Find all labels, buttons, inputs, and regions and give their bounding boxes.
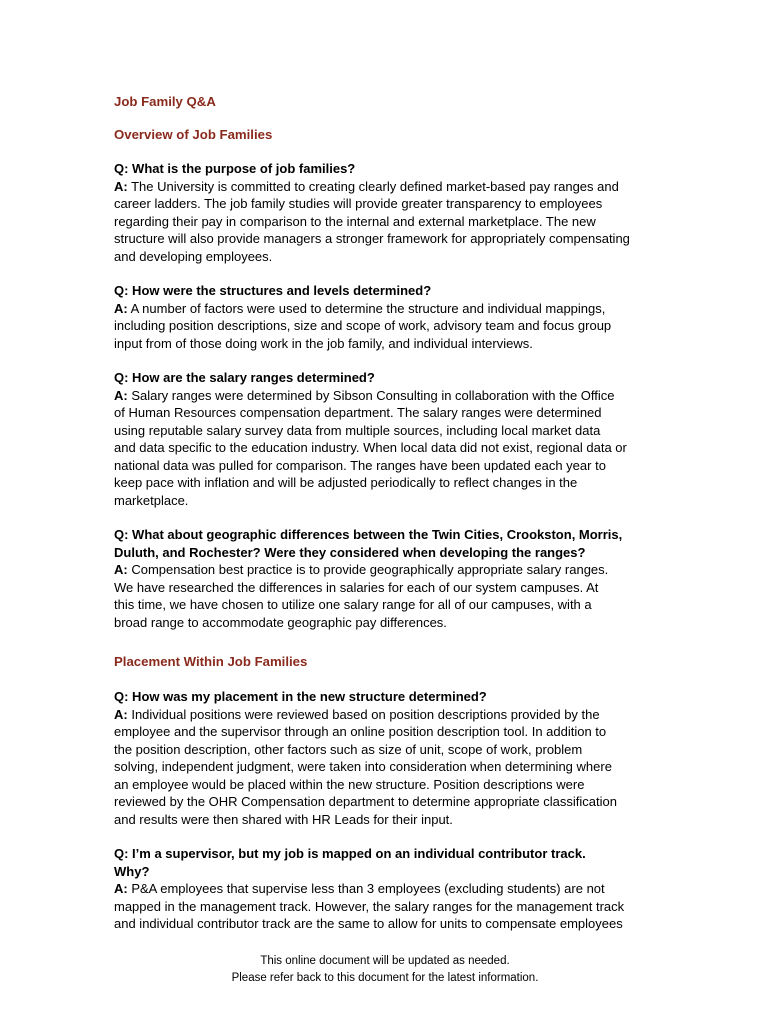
answer-label: A:: [114, 387, 128, 403]
answer: A: Compensation best practice is to provide geographically appropriate salary ranges. We have researched the differences in salaries for each of our system campuses. At this time, we have chosen to utilize one salary range for all of our campuses, with a broad range to accommodate geographic pay differences.: [114, 562, 609, 630]
answer: A: A number of factors were used to determine the structure and individual mappings, including position descriptions, size and scope of work, advisory team and focus group input from of those doing work in the job family, and individual interviews.: [114, 300, 612, 351]
section-heading: Placement Within Job Families: [114, 654, 308, 669]
question: Q: What is the purpose of job families?: [114, 161, 356, 176]
footer-line-1: This online document will be updated as needed.: [260, 955, 510, 967]
answer-label: A:: [114, 706, 128, 722]
section-heading: Overview of Job Families: [114, 127, 273, 142]
qa-item-placement: [114, 688, 674, 828]
qa-item-supervisor: [114, 845, 674, 933]
qa-item-salary-ranges: [114, 369, 674, 509]
answer-label: A:: [114, 300, 128, 316]
qa-item-structures: [114, 282, 674, 352]
document-page: [114, 93, 674, 950]
page-footer: [0, 953, 770, 986]
question: Q: I’m a supervisor, but my job is mapped on an individual contributor track. Why?: [114, 846, 586, 879]
answer: A: The University is committed to creating clearly defined market-based pay ranges and career ladders. The job family studies will provide greater transparency to employees regarding their pay in comparison to the internal and external marketplace. The new structure will also provide managers a stronger framework for appropriately compensating and developing employees.: [114, 178, 630, 264]
section-overview: [114, 126, 674, 631]
qa-item-purpose: [114, 160, 674, 265]
answer-label: A:: [114, 178, 128, 194]
question: Q: How are the salary ranges determined?: [114, 370, 375, 385]
answer-label: A:: [114, 881, 128, 896]
answer-label: A:: [114, 562, 128, 577]
question: Q: What about geographic differences between the Twin Cities, Crookston, Morris, Duluth, and Rochester? Were they considered when developing the ranges?: [114, 527, 623, 560]
answer: A: P&A employees that supervise less than 3 employees (excluding students) are not mapped in the management track. However, the salary ranges for the management track and individual contributor track are the same to allow for units to compensate employees: [114, 881, 625, 931]
answer: A: Individual positions were reviewed based on position descriptions provided by the employee and the supervisor through an online position description tool. In addition to the position description, other factors such as size of unit, scope of work, problem solving, independent judgment, were taken into consideration when determining where an employee would be placed within the new structure. Position descriptions were reviewed by the OHR Compensation department to determine appropriate classification and results were then shared with HR Leads for their input.: [114, 706, 617, 827]
section-placement: [114, 653, 674, 933]
answer: A: Salary ranges were determined by Sibson Consulting in collaboration with the Office of Human Resources compensation department. The salary ranges were determined using reputable salary survey data from multiple sources, including local market data and data specific to the education industry. When local data did not exist, regional data or national data was pulled for comparison. The ranges have been updated each year to keep pace with inflation and will be adjusted periodically to reflect changes in the marketplace.: [114, 387, 627, 508]
question: Q: How was my placement in the new structure determined?: [114, 689, 487, 704]
footer-line-2: Please refer back to this document for the latest information.: [231, 971, 539, 984]
qa-item-geographic: [114, 526, 674, 631]
question: Q: How were the structures and levels determined?: [114, 283, 432, 298]
document-title: Job Family Q&A: [114, 94, 216, 109]
